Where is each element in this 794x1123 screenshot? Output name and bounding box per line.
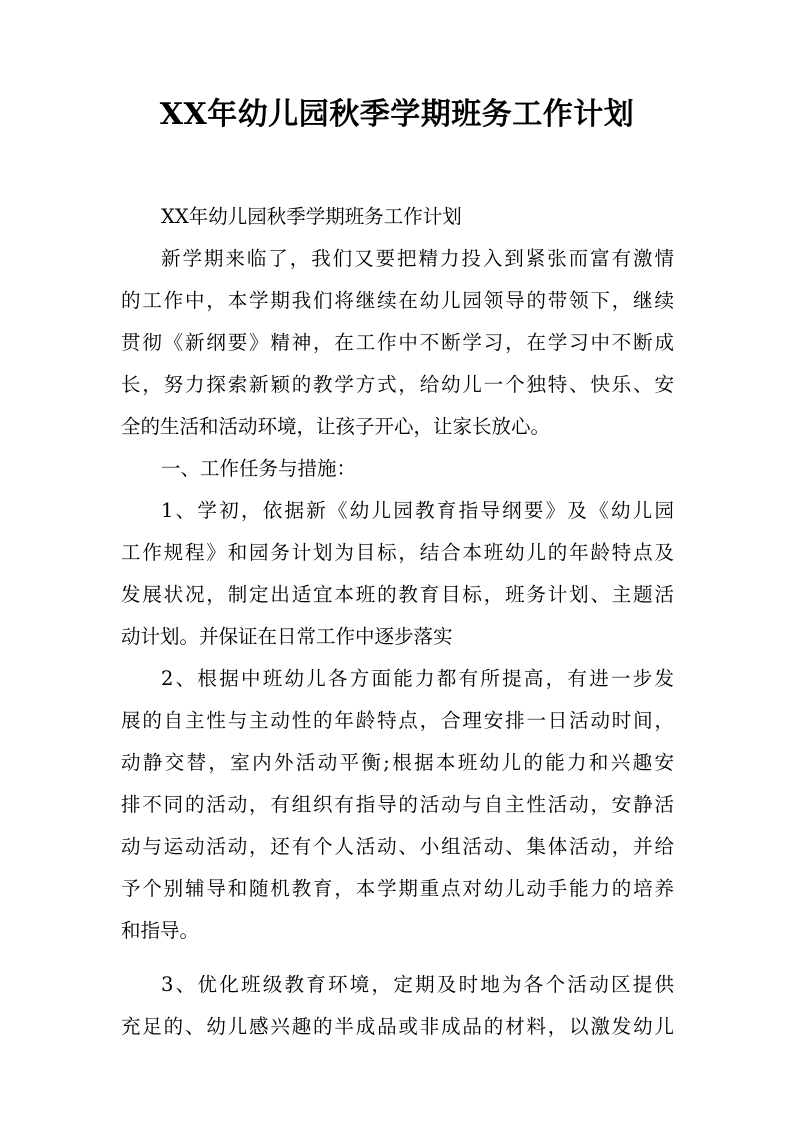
paragraph-line: 发展状况，制定出适宜本班的教育目标，班务计划、主题活 [121, 583, 674, 606]
paragraph-line: 动静交替，室内外活动平衡;根据本班幼儿的能力和兴趣安 [121, 751, 674, 774]
paragraph-line: 贯彻《新纲要》精神，在工作中不断学习，在学习中不断成 [121, 331, 674, 354]
paragraph-line: 2、根据中班幼儿各方面能力都有所提高，有进一步发 [161, 667, 674, 690]
paragraph-line: 和指导。 [121, 919, 200, 942]
body-subtitle-line: XX年幼儿园秋季学期班务工作计划 [161, 205, 462, 228]
paragraph-line: 3、优化班级教育环境，定期及时地为各个活动区提供 [161, 973, 674, 996]
section-heading: 一、工作任务与措施： [161, 457, 357, 480]
paragraph-line: 动与运动活动，还有个人活动、小组活动、集体活动，并给 [121, 835, 674, 858]
paragraph-line: 排不同的活动，有组织有指导的活动与自主性活动，安静活 [121, 793, 674, 816]
document-body [121, 196, 674, 1048]
paragraph-line: 新学期来临了，我们又要把精力投入到紧张而富有激情 [161, 247, 674, 270]
paragraph-gap [121, 952, 674, 964]
paragraph-line: 长，努力探索新颖的教学方式，给幼儿一个独特、快乐、安 [121, 373, 674, 396]
paragraph-line: 展的自主性与主动性的年龄特点，合理安排一日活动时间， [121, 709, 674, 732]
paragraph-line: 全的生活和活动环境，让孩子开心，让家长放心。 [121, 415, 551, 438]
document-title: XX年幼儿园秋季学期班务工作计划 [159, 97, 635, 132]
paragraph-line: 动计划。并保证在日常工作中逐步落实 [121, 625, 453, 648]
paragraph-line: 的工作中，本学期我们将继续在幼儿园领导的带领下，继续 [121, 289, 674, 312]
paragraph-line: 工作规程》和园务计划为目标，结合本班幼儿的年龄特点及 [121, 541, 674, 564]
paragraph-line: 予个别辅导和随机教育，本学期重点对幼儿动手能力的培养 [121, 877, 674, 900]
paragraph-line: 1、学初，依据新《幼儿园教育指导纲要》及《幼儿园 [161, 499, 674, 522]
paragraph-line: 充足的、幼儿感兴趣的半成品或非成品的材料，以激发幼儿 [121, 1015, 674, 1038]
